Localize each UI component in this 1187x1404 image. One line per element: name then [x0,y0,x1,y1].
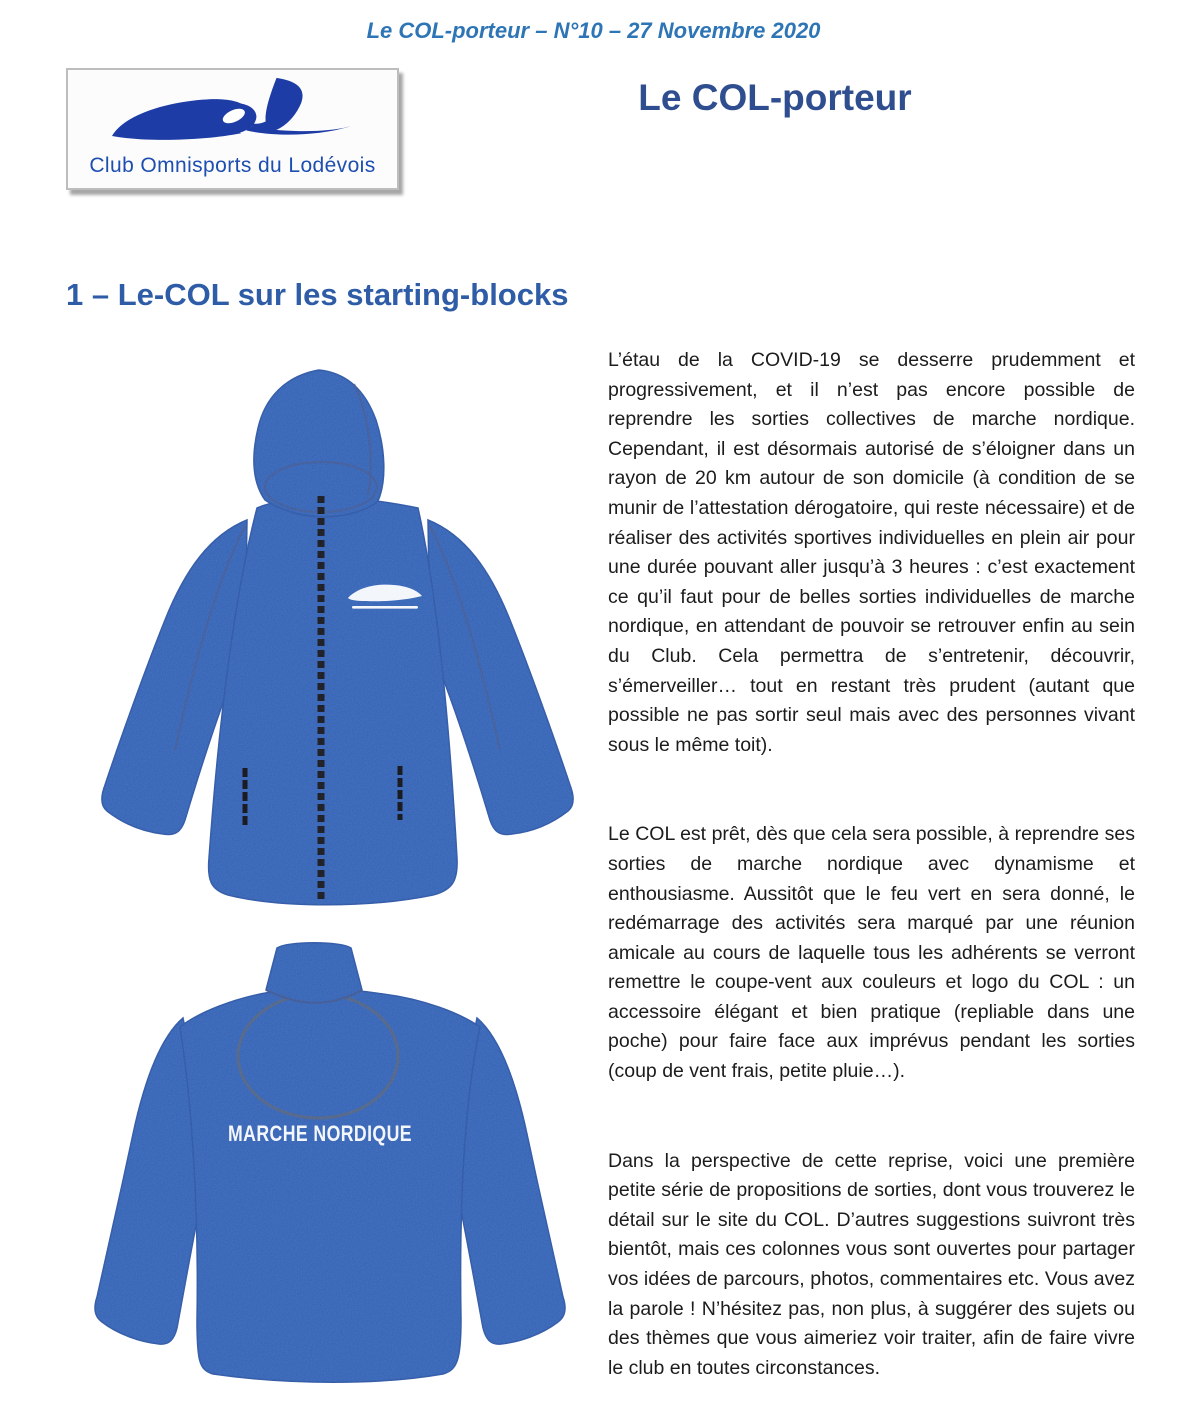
club-logo-box [66,68,399,190]
jacket-front-image [95,368,580,918]
jacket-back-image [85,938,575,1386]
club-name: Club Omnisports du Lodévois [89,154,376,177]
paragraph-1: L’étau de la COVID-19 se desserre prudemment et progressivement, et il n’est pas encore possible de reprendre les sorties collectives de marche nordique. Cependant, il est désormais autorisé de s’éloigner dans un rayon de 20 km autour de son domicile (à condition de se munir de l’attestation dérogatoire, qui reste nécessaire) et de réaliser des activités sportives individuelles en plein air pour une durée pouvant aller jusqu’à 3 heures : c’est exactement ce qu’il faut pour de belles sorties individuelles de marche nordique, en attendant de pouvoir se retrouver enfin au sein du Club. Cela permettra de s’entretenir, découvrir, s’émerveiller… tout en restant très prudent (autant que possible ne pas sortir seul mais avec des personnes vivant sous le même toit). [608,349,1135,756]
paragraph-2: Le COL est prêt, dès que cela sera possible, à reprendre ses sorties de marche nordique avec dynamisme et enthousiasme. Aussitôt que le feu vert en sera donné, le redémarrage des activités sera marqué par une réunion amicale au cours de laquelle tous les adhérents se verront remettre le coupe-vent aux couleurs et logo du COL : un accessoire élégant et bien pratique (repliable dans une poche) pour faire face aux imprévus pendant les sorties (coup de vent frais, petite pluie…). [608,823,1135,1083]
section-heading: 1 – Le-COL sur les starting-blocks [66,277,569,312]
paragraph-3: Dans la perspective de cette reprise, voici une première petite série de propositions de sorties, dont vous trouverez le détail sur le site du COL. D’autres suggestions suivront très bientôt, mais ces colonnes vous sont ouvertes pour partager vos idées de parcours, photos, commentaires etc. Vous avez la parole ! N’hésitez pas, non plus, à suggérer des sujets ou des thèmes que vous aimeriez voir traiter, afin de faire vivre le club en toutes circonstances. [608,1149,1135,1379]
newsletter-header-line: Le COL-porteur – N°10 – 27 Novembre 2020 [366,18,821,43]
page-title: Le COL-porteur [638,77,912,118]
col-logo-icon [82,76,382,156]
article-text [608,346,1135,1383]
